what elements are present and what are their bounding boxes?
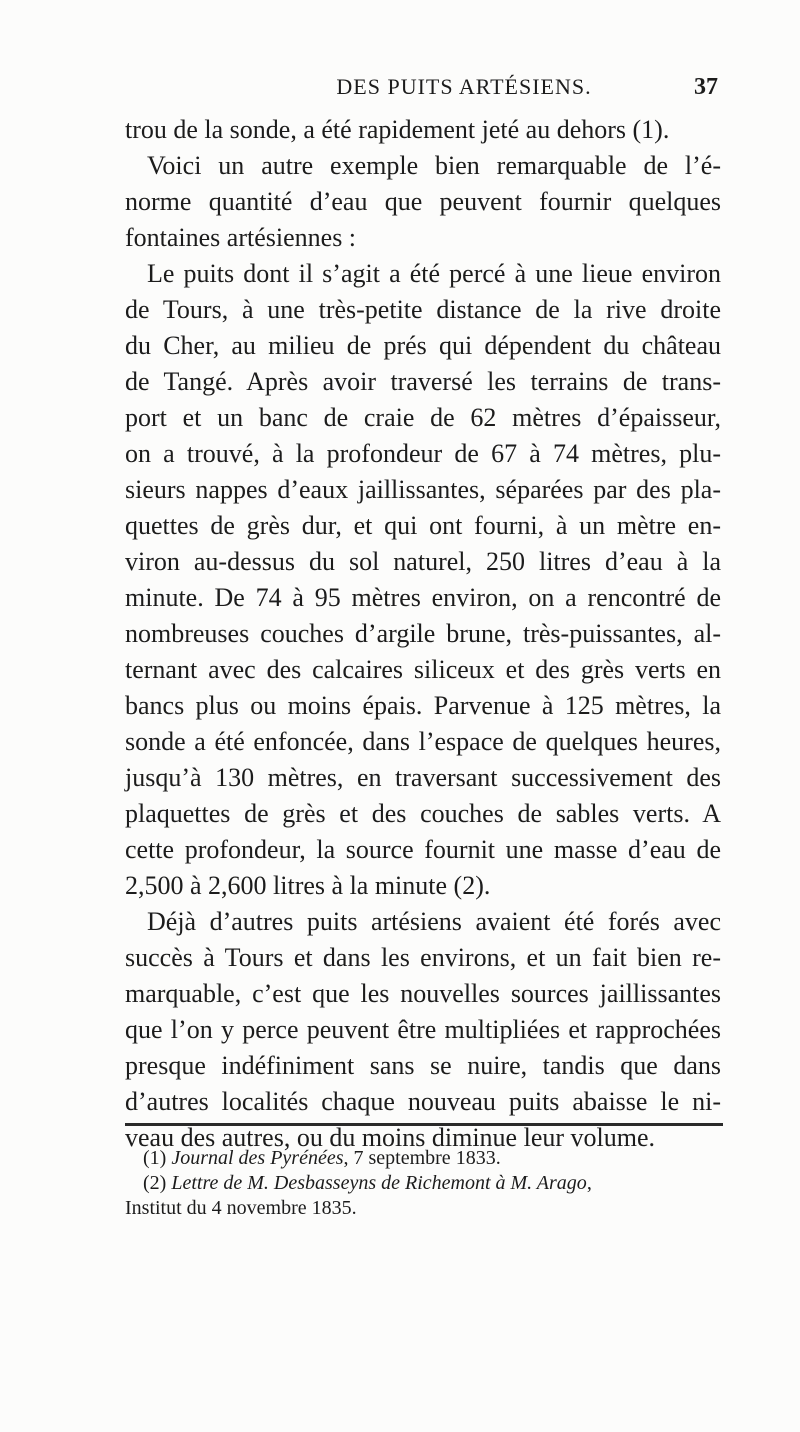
footnotes (125, 1146, 723, 1221)
text-line: d’autres localités chaque nouveau puits abaisse le ni- (125, 1087, 721, 1116)
text-line: ternant avec des calcaires siliceux et des grès verts en (125, 655, 721, 684)
text-line: trou de la sonde, a été rapidement jeté au dehors (1). (125, 115, 670, 144)
text-line: sieurs nappes d’eaux jaillissantes, séparées par des pla- (125, 475, 721, 504)
text-line: plaquettes de grès et des couches de sables verts. A (125, 799, 721, 828)
footnote-marker: (2) (143, 1172, 167, 1194)
text-line: quettes de grès dur, et qui ont fourni, à un mètre en- (125, 511, 721, 540)
page-number: 37 (694, 74, 718, 100)
text-line: nombreuses couches d’argile brune, très-puissantes, al- (125, 619, 721, 648)
text-line: 2,500 à 2,600 litres à la minute (2). (125, 871, 491, 900)
running-head (120, 70, 718, 110)
running-title: DES PUITS ARTÉSIENS. (336, 74, 592, 99)
text-line: viron au-dessus du sol naturel, 250 litres d’eau à la (125, 547, 721, 576)
text-line: bancs plus ou moins épais. Parvenue à 125 mètres, la (125, 691, 721, 720)
footnote-text: , 7 septembre 1833. (343, 1147, 501, 1169)
text-line: fontaines artésiennes : (125, 223, 357, 252)
body-text (125, 112, 721, 1156)
text-line: jusqu’à 130 mètres, en traversant successivement des (125, 763, 721, 792)
text-line: Le puits dont il s’agit a été percé à une lieue environ (147, 259, 721, 288)
text-line: minute. De 74 à 95 mètres environ, on a rencontré de (125, 583, 721, 612)
text-line: cette profondeur, la source fournit une masse d’eau de (125, 835, 721, 864)
text-line: de Tours, à une très-petite distance de la rive droite (125, 295, 721, 324)
footnote-2 (143, 1171, 723, 1196)
footnote-rule (125, 1123, 723, 1126)
text-line: sonde a été enfoncée, dans l’espace de quelques heures, (125, 727, 721, 756)
text-line: de Tangé. Après avoir traversé les terrains de trans- (125, 367, 721, 396)
footnote-1 (143, 1146, 723, 1171)
text-line: presque indéfiniment sans se nuire, tandis que dans (125, 1051, 721, 1080)
text-line: veau des autres, ou du moins diminue leur volume. (125, 1123, 656, 1152)
text-line: port et un banc de craie de 62 mètres d’épaisseur, (125, 403, 721, 432)
text-line: que l’on y perce peuvent être multipliées et rapprochées (125, 1015, 721, 1044)
text-line: on a trouvé, à la profondeur de 67 à 74 mètres, plu- (125, 439, 721, 468)
text-line: succès à Tours et dans les environs, et un fait bien re- (125, 943, 721, 972)
footnote-marker: (1) (143, 1147, 167, 1169)
text-line: marquable, c’est que les nouvelles sources jaillissantes (125, 979, 721, 1008)
text-line: Déjà d’autres puits artésiens avaient été forés avec (147, 907, 721, 936)
text-line: Voici un autre exemple bien remarquable de l’é- (147, 151, 721, 180)
footnote-source-title: Lettre de M. Desbasseyns de Richemont à M. Arago (171, 1172, 587, 1194)
text-line: du Cher, au milieu de prés qui dépendent du château (125, 331, 721, 360)
text-line: norme quantité d’eau que peuvent fournir quelques (125, 187, 721, 216)
footnote-source-title: Journal des Pyrénées (171, 1147, 344, 1169)
footnote-text: , (586, 1172, 592, 1194)
footnote-2-continuation: Institut du 4 novembre 1835. (125, 1197, 357, 1219)
